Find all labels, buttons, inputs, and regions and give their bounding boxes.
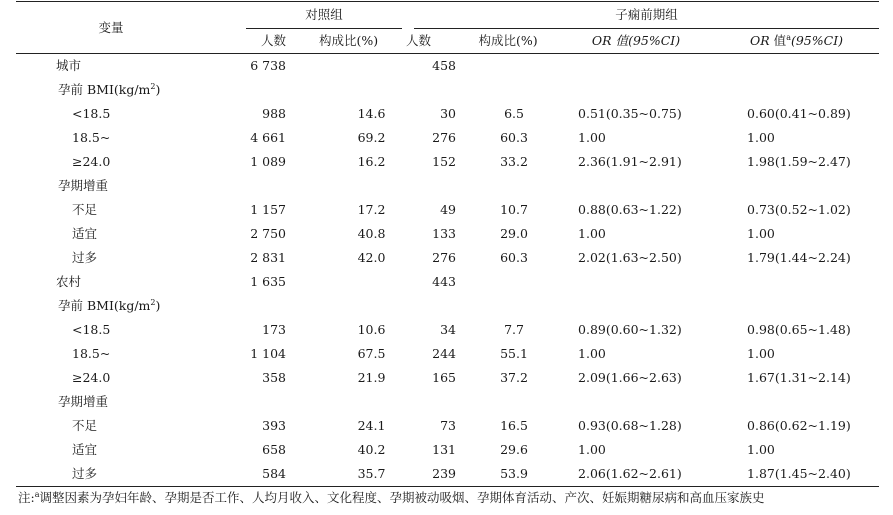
case-count-cell: 152 xyxy=(432,154,457,169)
item-label: <18.5 xyxy=(72,322,111,337)
table-row xyxy=(16,174,879,198)
control-ratio-cell: 40.2 xyxy=(357,442,386,457)
case-ratio-cell: 53.9 xyxy=(458,462,558,487)
or-cell: 2.02(1.63~2.50) xyxy=(578,250,682,265)
or-cell: 2.36(1.91~2.91) xyxy=(578,154,682,169)
adjusted-or-cell: 0.98(0.65~1.48) xyxy=(747,322,851,337)
control-count-cell xyxy=(206,390,291,414)
case-ratio-cell: 37.2 xyxy=(500,370,528,385)
case-count-cell: 30 xyxy=(440,106,457,121)
control-count-cell xyxy=(206,174,291,198)
control-ratio-cell: 24.1 xyxy=(357,418,386,433)
table-body xyxy=(16,54,879,487)
table-row xyxy=(16,54,879,79)
case-count-cell: 34 xyxy=(440,322,457,337)
adjusted-or-cell: 0.86(0.62~1.19) xyxy=(747,418,851,433)
case-ratio-cell xyxy=(458,78,558,102)
or-cell: 2.06(1.62~2.61) xyxy=(558,462,714,487)
adjusted-or-cell: 1.79(1.44~2.24) xyxy=(747,250,851,265)
case-ratio-cell: 60.3 xyxy=(500,130,528,145)
case-ratio-cell: 6.5 xyxy=(504,106,524,121)
item-label: <18.5 xyxy=(72,106,111,121)
item-label: 不足 xyxy=(72,202,98,217)
control-count-cell: 358 xyxy=(262,370,286,385)
section-label: 孕期增重 xyxy=(58,394,109,409)
case-count-cell: 239 xyxy=(406,462,458,487)
item-label: ≥24.0 xyxy=(72,154,111,169)
adjusted-or-cell xyxy=(714,390,879,414)
control-ratio-cell: 16.2 xyxy=(357,154,386,169)
case-count-cell: 133 xyxy=(432,226,457,241)
or-cell: 2.09(1.66~2.63) xyxy=(578,370,682,385)
case-ratio-cell: 29.6 xyxy=(500,442,528,457)
table-row xyxy=(16,198,879,222)
table-row xyxy=(16,414,879,438)
header-case-count: 人数 xyxy=(406,29,458,54)
item-label: 不足 xyxy=(72,418,98,433)
case-ratio-cell: 7.7 xyxy=(504,322,524,337)
control-ratio-cell: 35.7 xyxy=(291,462,406,487)
or-cell xyxy=(558,54,714,79)
adjusted-or-cell xyxy=(714,174,879,198)
header-case-ratio: 构成比(%) xyxy=(458,29,558,54)
adjusted-or-cell: 0.60(0.41~0.89) xyxy=(747,106,851,121)
table-row xyxy=(16,294,879,318)
case-count-cell xyxy=(406,78,458,102)
adjusted-or-cell: 1.00 xyxy=(747,130,775,145)
item-label: 过多 xyxy=(72,250,98,265)
control-count-cell xyxy=(206,78,291,102)
or-cell: 1.00 xyxy=(578,442,606,457)
control-ratio-cell xyxy=(291,270,406,294)
section-label: 孕前 $BMI(kg/m^2)$ xyxy=(58,297,161,313)
case-count-cell: 73 xyxy=(440,418,457,433)
adjusted-or-cell: 1.67(1.31~2.14) xyxy=(747,370,851,385)
item-label: ≥24.0 xyxy=(72,370,111,385)
table-row xyxy=(16,246,879,270)
or-cell: 0.51(0.35~0.75) xyxy=(578,106,682,121)
or-cell: 1.00 xyxy=(578,346,606,361)
or-cell: 0.89(0.60~1.32) xyxy=(578,322,682,337)
control-ratio-cell xyxy=(291,54,406,79)
case-count-cell: 458 xyxy=(432,58,457,73)
table-row xyxy=(16,102,879,126)
control-count-cell: 988 xyxy=(262,106,286,121)
control-count-cell: 393 xyxy=(262,418,286,433)
control-count-cell: 4 661 xyxy=(250,130,286,145)
header-control-group: 对照组 xyxy=(206,2,406,30)
control-count-cell: 173 xyxy=(262,322,286,337)
control-ratio-cell: 10.6 xyxy=(357,322,386,337)
case-count-cell: 165 xyxy=(432,370,457,385)
data-table xyxy=(16,1,879,487)
or-cell xyxy=(558,174,714,198)
or-cell: 1.00 xyxy=(578,130,606,145)
header-variable: 变量 xyxy=(16,2,206,54)
table-row xyxy=(16,126,879,150)
item-label: 18.5~ xyxy=(72,130,111,145)
control-ratio-cell xyxy=(291,78,406,102)
table-row xyxy=(16,318,879,342)
case-ratio-cell: 10.7 xyxy=(500,202,528,217)
case-ratio-cell xyxy=(458,294,558,318)
case-count-cell: 276 xyxy=(432,250,457,265)
item-label: 适宜 xyxy=(72,442,98,457)
case-ratio-cell: 33.2 xyxy=(500,154,528,169)
control-ratio-cell: 14.6 xyxy=(357,106,386,121)
adjusted-or-cell: 1.87(1.45~2.40) xyxy=(714,462,879,487)
table-row xyxy=(16,222,879,246)
control-count-cell: 2 831 xyxy=(250,250,286,265)
case-ratio-cell xyxy=(458,270,558,294)
case-ratio-cell xyxy=(458,390,558,414)
control-ratio-cell: 42.0 xyxy=(357,250,386,265)
adjusted-or-cell: 1.00 xyxy=(747,346,775,361)
case-ratio-cell: 16.5 xyxy=(500,418,528,433)
item-label: 18.5~ xyxy=(72,346,111,361)
or-cell xyxy=(558,78,714,102)
control-count-cell: 658 xyxy=(262,442,286,457)
case-count-cell xyxy=(406,294,458,318)
group-label: 城市 xyxy=(56,58,82,73)
case-count-cell xyxy=(406,174,458,198)
control-count-cell: 1 157 xyxy=(250,202,286,217)
case-count-cell: 276 xyxy=(432,130,457,145)
item-label: 适宜 xyxy=(72,226,98,241)
control-ratio-cell: 40.8 xyxy=(357,226,386,241)
control-count-cell: 6 738 xyxy=(250,58,286,73)
case-ratio-cell xyxy=(458,54,558,79)
header-adjusted-or: OR 值$^a$(95%CI) xyxy=(714,29,879,54)
or-cell: 0.93(0.68~1.28) xyxy=(578,418,682,433)
table-row xyxy=(16,438,879,462)
case-ratio-cell: 55.1 xyxy=(500,346,528,361)
or-cell xyxy=(558,270,714,294)
adjusted-or-cell: 1.98(1.59~2.47) xyxy=(747,154,851,169)
control-ratio-cell: 21.9 xyxy=(357,370,386,385)
case-count-cell: 443 xyxy=(432,274,457,289)
control-ratio-cell: 17.2 xyxy=(357,202,386,217)
header-case-group: 子痫前期组 xyxy=(406,2,879,30)
header-control-count: 人数 xyxy=(206,29,291,54)
case-count-cell xyxy=(406,390,458,414)
header-control-ratio: 构成比(%) xyxy=(291,29,406,54)
adjusted-or-cell: 1.00 xyxy=(747,442,775,457)
control-count-cell xyxy=(206,294,291,318)
or-cell xyxy=(558,390,714,414)
or-cell xyxy=(558,294,714,318)
control-count-cell: 2 750 xyxy=(250,226,286,241)
control-ratio-cell: 69.2 xyxy=(357,130,386,145)
control-count-cell: 1 104 xyxy=(250,346,286,361)
table-row xyxy=(16,462,879,487)
table-row xyxy=(16,390,879,414)
control-ratio-cell xyxy=(291,294,406,318)
or-cell: 1.00 xyxy=(578,226,606,241)
or-cell: 0.88(0.63~1.22) xyxy=(578,202,682,217)
case-count-cell: 49 xyxy=(440,202,457,217)
adjusted-or-cell: 0.73(0.52~1.02) xyxy=(747,202,851,217)
group-label: 农村 xyxy=(56,274,82,289)
case-ratio-cell xyxy=(458,174,558,198)
table-footnote: 注:$^a$调整因素为孕妇年龄、孕期是否工作、人均月收入、文化程度、孕期被动吸烟、孕期体育活动、产次、妊娠期糖尿病和高血压家族史 xyxy=(18,489,765,505)
case-ratio-cell: 29.0 xyxy=(500,226,528,241)
section-label: 孕前 $BMI(kg/m^2)$ xyxy=(58,81,161,97)
control-ratio-cell: 67.5 xyxy=(357,346,386,361)
adjusted-or-cell xyxy=(714,270,879,294)
adjusted-or-cell xyxy=(714,78,879,102)
table-row xyxy=(16,342,879,366)
control-count-cell: 584 xyxy=(206,462,291,487)
section-label: 孕期增重 xyxy=(58,178,109,193)
case-ratio-cell: 60.3 xyxy=(500,250,528,265)
case-count-cell: 131 xyxy=(432,442,457,457)
control-ratio-cell xyxy=(291,390,406,414)
adjusted-or-cell: 1.00 xyxy=(747,226,775,241)
header-or: OR 值(95%CI) xyxy=(558,29,714,54)
table-row xyxy=(16,366,879,390)
table-row xyxy=(16,78,879,102)
control-ratio-cell xyxy=(291,174,406,198)
control-count-cell: 1 635 xyxy=(250,274,286,289)
case-count-cell: 244 xyxy=(432,346,457,361)
adjusted-or-cell xyxy=(714,294,879,318)
table-row xyxy=(16,150,879,174)
control-count-cell: 1 089 xyxy=(250,154,286,169)
adjusted-or-cell xyxy=(714,54,879,79)
item-label: 过多 xyxy=(16,462,206,487)
table-row xyxy=(16,270,879,294)
